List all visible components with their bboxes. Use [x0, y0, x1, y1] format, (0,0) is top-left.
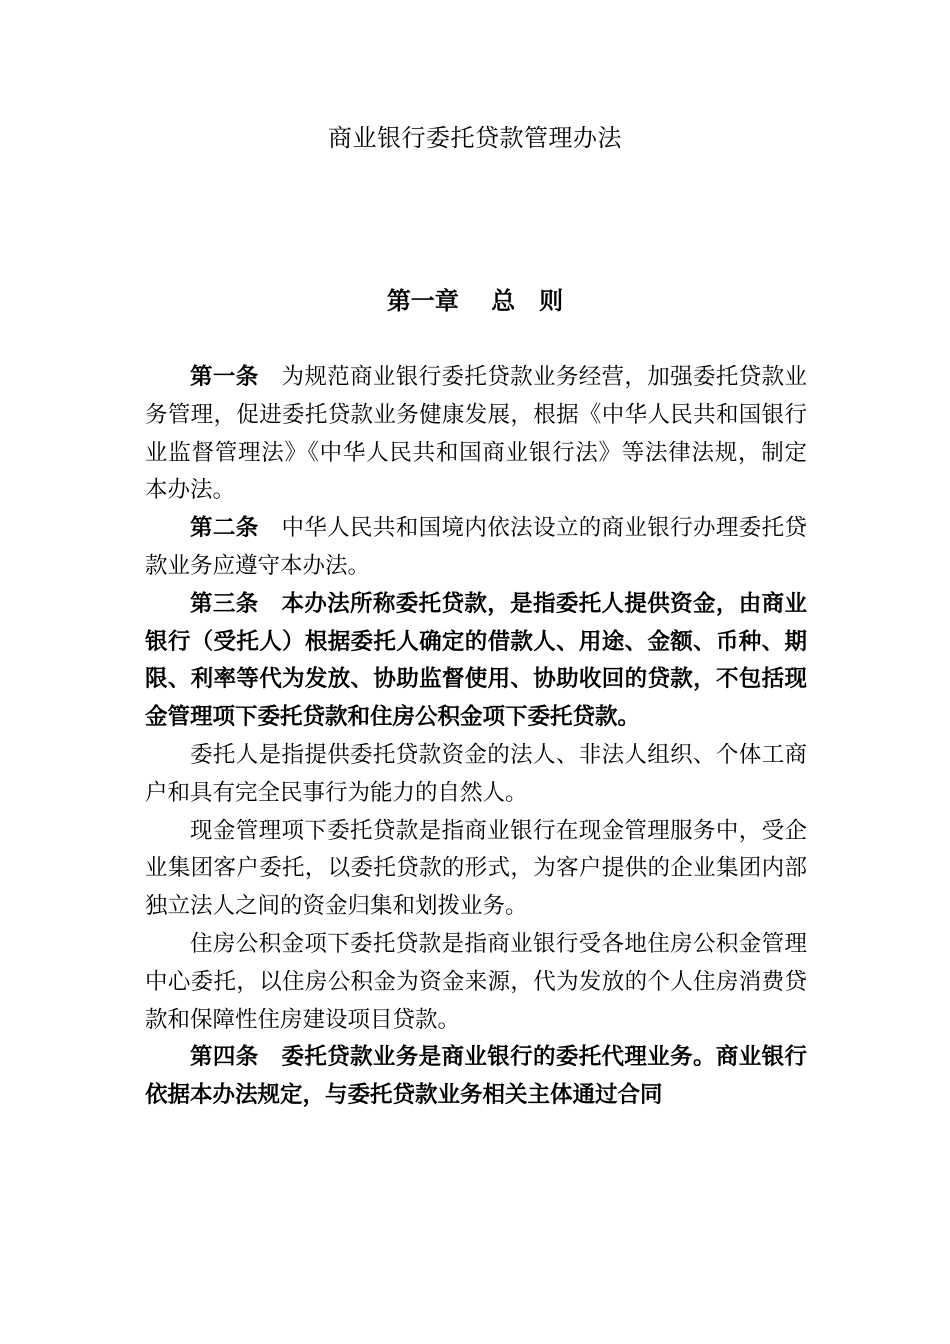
article-2-text: 中华人民共和国境内依法设立的商业银行办理委托贷款业务应遵守本办法。 [145, 515, 807, 579]
article-3-label: 第三条 [190, 590, 259, 617]
document-body [145, 359, 807, 1115]
article-3-paragraph [145, 586, 807, 737]
article-2-paragraph [145, 510, 807, 586]
article-4-label: 第四条 [190, 1044, 259, 1071]
article-2-label: 第二条 [190, 515, 259, 542]
article-1-label: 第一条 [190, 364, 259, 390]
article-1-paragraph [145, 359, 807, 510]
definition-text-housing-fund: 住房公积金项下委托贷款是指商业银行受各地住房公积金管理中心委托，以住房公积金为资金来源，代为发放的个人住房消费贷款和保障性住房建设项目贷款。 [145, 930, 807, 1033]
definition-text-cash-management: 现金管理项下委托贷款是指商业银行在现金管理服务中，受企业集团客户委托，以委托贷款的形式，为客户提供的企业集团内部独立法人之间的资金归集和划拨业务。 [145, 817, 807, 920]
definition-paragraph-housing-fund [145, 926, 807, 1039]
definition-paragraph-cash-management [145, 813, 807, 926]
definition-paragraph-consignor [145, 737, 807, 813]
document-title: 商业银行委托贷款管理办法 [328, 124, 622, 152]
article-3-text: 本办法所称委托贷款，是指委托人提供资金，由商业银行（受托人）根据委托人确定的借款人、用途、金额、币种、期限、利率等代为发放、协助监督使用、协助收回的贷款，不包括现金管理项下委托贷款和住房公积金项下委托贷款。 [145, 590, 807, 731]
article-1-text: 为规范商业银行委托贷款业务经营，加强委托贷款业务管理，促进委托贷款业务健康发展，根据《中华人民共和国银行业监督管理法》《中华人民共和国商业银行法》等法律法规，制定本办法。 [145, 364, 807, 504]
definition-text-consignor: 委托人是指提供委托贷款资金的法人、非法人组织、个体工商户和具有完全民事行为能力的自然人。 [145, 741, 807, 806]
article-4-text: 委托贷款业务是商业银行的委托代理业务。商业银行依据本办法规定，与委托贷款业务相关主体通过合同 [145, 1044, 807, 1109]
chapter-heading: 第一章 总 则 [386, 286, 564, 315]
article-4-paragraph [145, 1039, 807, 1115]
